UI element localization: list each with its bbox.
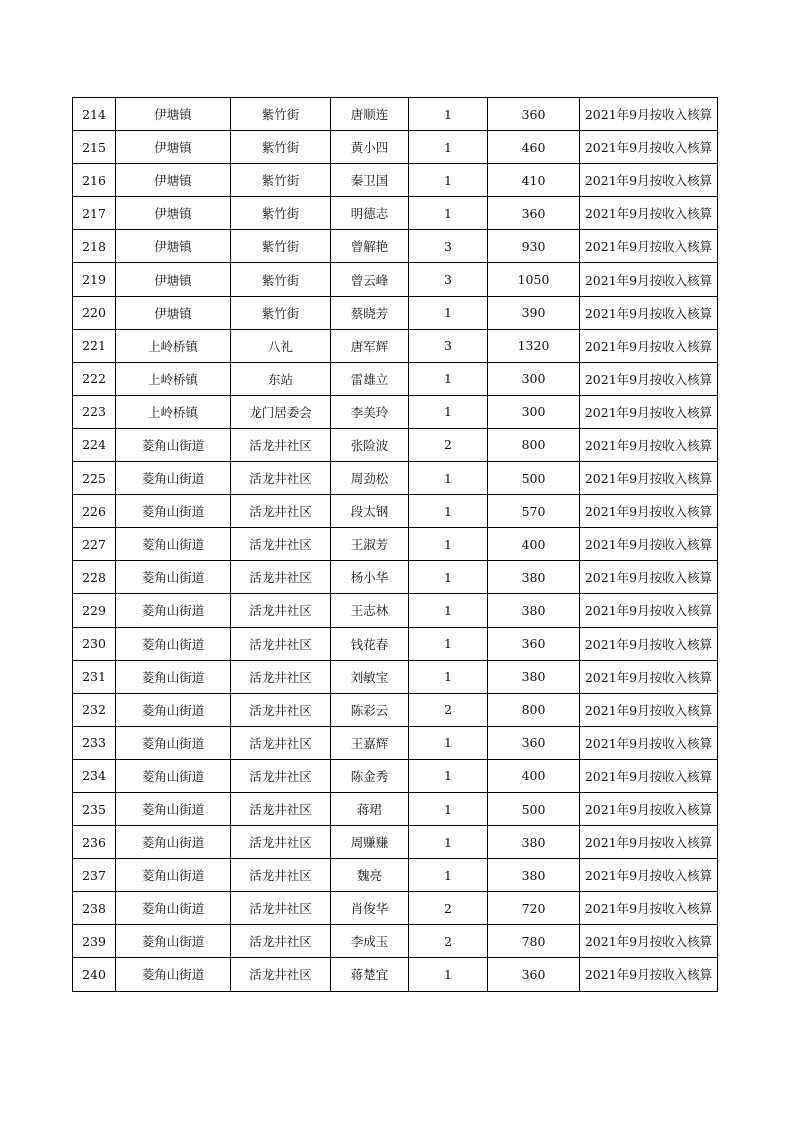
town-cell: 上岭桥镇 <box>116 395 231 428</box>
town-cell: 菱角山街道 <box>116 660 231 693</box>
row-number-cell: 223 <box>73 395 116 428</box>
household-size-cell: 1 <box>409 561 488 594</box>
row-number-cell: 219 <box>73 263 116 296</box>
town-cell: 伊塘镇 <box>116 296 231 329</box>
community-cell: 紫竹街 <box>231 197 331 230</box>
row-number-cell: 228 <box>73 561 116 594</box>
amount-cell: 380 <box>488 859 580 892</box>
amount-cell: 720 <box>488 892 580 925</box>
community-cell: 紫竹街 <box>231 98 331 131</box>
amount-cell: 360 <box>488 726 580 759</box>
town-cell: 上岭桥镇 <box>116 362 231 395</box>
town-cell: 伊塘镇 <box>116 263 231 296</box>
table-row <box>73 197 718 230</box>
amount-cell: 360 <box>488 197 580 230</box>
row-number-cell: 236 <box>73 826 116 859</box>
household-size-cell: 1 <box>409 362 488 395</box>
amount-cell: 460 <box>488 131 580 164</box>
note-cell: 2021年9月按收入核算 <box>580 164 718 197</box>
town-cell: 菱角山街道 <box>116 495 231 528</box>
amount-cell: 1320 <box>488 329 580 362</box>
town-cell: 菱角山街道 <box>116 792 231 825</box>
town-cell: 菱角山街道 <box>116 594 231 627</box>
note-cell: 2021年9月按收入核算 <box>580 362 718 395</box>
note-cell: 2021年9月按收入核算 <box>580 693 718 726</box>
note-cell: 2021年9月按收入核算 <box>580 528 718 561</box>
name-cell: 蒋珺 <box>331 792 409 825</box>
community-cell: 活龙井社区 <box>231 958 331 991</box>
household-size-cell: 2 <box>409 925 488 958</box>
table-row <box>73 693 718 726</box>
town-cell: 上岭桥镇 <box>116 329 231 362</box>
household-size-cell: 1 <box>409 792 488 825</box>
table-row <box>73 395 718 428</box>
note-cell: 2021年9月按收入核算 <box>580 263 718 296</box>
amount-cell: 930 <box>488 230 580 263</box>
community-cell: 紫竹街 <box>231 296 331 329</box>
note-cell: 2021年9月按收入核算 <box>580 395 718 428</box>
name-cell: 钱花春 <box>331 627 409 660</box>
amount-cell: 780 <box>488 925 580 958</box>
household-size-cell: 1 <box>409 826 488 859</box>
row-number-cell: 235 <box>73 792 116 825</box>
name-cell: 蔡晓芳 <box>331 296 409 329</box>
name-cell: 李成玉 <box>331 925 409 958</box>
amount-cell: 360 <box>488 98 580 131</box>
name-cell: 陈彩云 <box>331 693 409 726</box>
table-row <box>73 329 718 362</box>
household-size-cell: 1 <box>409 296 488 329</box>
row-number-cell: 240 <box>73 958 116 991</box>
table-row <box>73 131 718 164</box>
note-cell: 2021年9月按收入核算 <box>580 859 718 892</box>
name-cell: 秦卫国 <box>331 164 409 197</box>
name-cell: 张险波 <box>331 428 409 461</box>
name-cell: 段太钢 <box>331 495 409 528</box>
name-cell: 魏亮 <box>331 859 409 892</box>
amount-cell: 400 <box>488 528 580 561</box>
household-size-cell: 1 <box>409 528 488 561</box>
note-cell: 2021年9月按收入核算 <box>580 131 718 164</box>
table-row <box>73 958 718 991</box>
name-cell: 唐顺连 <box>331 98 409 131</box>
row-number-cell: 229 <box>73 594 116 627</box>
community-cell: 活龙井社区 <box>231 462 331 495</box>
table-body <box>73 98 718 992</box>
note-cell: 2021年9月按收入核算 <box>580 561 718 594</box>
household-size-cell: 1 <box>409 594 488 627</box>
town-cell: 菱角山街道 <box>116 462 231 495</box>
row-number-cell: 227 <box>73 528 116 561</box>
community-cell: 活龙井社区 <box>231 660 331 693</box>
name-cell: 唐军辉 <box>331 329 409 362</box>
amount-cell: 1050 <box>488 263 580 296</box>
amount-cell: 570 <box>488 495 580 528</box>
community-cell: 活龙井社区 <box>231 561 331 594</box>
note-cell: 2021年9月按收入核算 <box>580 892 718 925</box>
row-number-cell: 225 <box>73 462 116 495</box>
name-cell: 蒋楚宜 <box>331 958 409 991</box>
household-size-cell: 1 <box>409 660 488 693</box>
data-table <box>72 97 718 992</box>
row-number-cell: 231 <box>73 660 116 693</box>
table-row <box>73 594 718 627</box>
household-size-cell: 1 <box>409 495 488 528</box>
name-cell: 刘敏宝 <box>331 660 409 693</box>
town-cell: 菱角山街道 <box>116 892 231 925</box>
name-cell: 杨小华 <box>331 561 409 594</box>
table-row <box>73 428 718 461</box>
amount-cell: 300 <box>488 395 580 428</box>
row-number-cell: 233 <box>73 726 116 759</box>
row-number-cell: 232 <box>73 693 116 726</box>
table-row <box>73 726 718 759</box>
community-cell: 活龙井社区 <box>231 859 331 892</box>
note-cell: 2021年9月按收入核算 <box>580 594 718 627</box>
town-cell: 菱角山街道 <box>116 627 231 660</box>
community-cell: 活龙井社区 <box>231 495 331 528</box>
community-cell: 活龙井社区 <box>231 759 331 792</box>
name-cell: 王嘉辉 <box>331 726 409 759</box>
name-cell: 王志林 <box>331 594 409 627</box>
note-cell: 2021年9月按收入核算 <box>580 495 718 528</box>
table-row <box>73 230 718 263</box>
community-cell: 活龙井社区 <box>231 892 331 925</box>
note-cell: 2021年9月按收入核算 <box>580 197 718 230</box>
row-number-cell: 230 <box>73 627 116 660</box>
table-row <box>73 98 718 131</box>
community-cell: 活龙井社区 <box>231 428 331 461</box>
note-cell: 2021年9月按收入核算 <box>580 792 718 825</box>
amount-cell: 410 <box>488 164 580 197</box>
row-number-cell: 224 <box>73 428 116 461</box>
row-number-cell: 221 <box>73 329 116 362</box>
amount-cell: 390 <box>488 296 580 329</box>
household-size-cell: 1 <box>409 98 488 131</box>
household-size-cell: 1 <box>409 462 488 495</box>
amount-cell: 380 <box>488 561 580 594</box>
household-size-cell: 1 <box>409 759 488 792</box>
name-cell: 雷雄立 <box>331 362 409 395</box>
note-cell: 2021年9月按收入核算 <box>580 462 718 495</box>
community-cell: 活龙井社区 <box>231 528 331 561</box>
town-cell: 菱角山街道 <box>116 759 231 792</box>
household-size-cell: 1 <box>409 726 488 759</box>
town-cell: 菱角山街道 <box>116 826 231 859</box>
household-size-cell: 2 <box>409 892 488 925</box>
row-number-cell: 217 <box>73 197 116 230</box>
town-cell: 菱角山街道 <box>116 428 231 461</box>
community-cell: 活龙井社区 <box>231 726 331 759</box>
amount-cell: 500 <box>488 792 580 825</box>
note-cell: 2021年9月按收入核算 <box>580 329 718 362</box>
table-row <box>73 296 718 329</box>
name-cell: 曾云峰 <box>331 263 409 296</box>
note-cell: 2021年9月按收入核算 <box>580 958 718 991</box>
row-number-cell: 237 <box>73 859 116 892</box>
household-size-cell: 3 <box>409 230 488 263</box>
amount-cell: 800 <box>488 428 580 461</box>
town-cell: 伊塘镇 <box>116 98 231 131</box>
note-cell: 2021年9月按收入核算 <box>580 660 718 693</box>
name-cell: 肖俊华 <box>331 892 409 925</box>
note-cell: 2021年9月按收入核算 <box>580 759 718 792</box>
community-cell: 紫竹街 <box>231 263 331 296</box>
note-cell: 2021年9月按收入核算 <box>580 826 718 859</box>
table-row <box>73 495 718 528</box>
amount-cell: 500 <box>488 462 580 495</box>
row-number-cell: 215 <box>73 131 116 164</box>
row-number-cell: 239 <box>73 925 116 958</box>
table-row <box>73 660 718 693</box>
household-size-cell: 2 <box>409 428 488 461</box>
town-cell: 菱角山街道 <box>116 726 231 759</box>
table-row <box>73 528 718 561</box>
name-cell: 黄小四 <box>331 131 409 164</box>
row-number-cell: 214 <box>73 98 116 131</box>
amount-cell: 300 <box>488 362 580 395</box>
community-cell: 活龙井社区 <box>231 627 331 660</box>
community-cell: 活龙井社区 <box>231 925 331 958</box>
community-cell: 八礼 <box>231 329 331 362</box>
community-cell: 东站 <box>231 362 331 395</box>
table-row <box>73 892 718 925</box>
household-size-cell: 1 <box>409 859 488 892</box>
name-cell: 陈金秀 <box>331 759 409 792</box>
row-number-cell: 216 <box>73 164 116 197</box>
amount-cell: 360 <box>488 958 580 991</box>
household-size-cell: 3 <box>409 329 488 362</box>
household-size-cell: 1 <box>409 627 488 660</box>
household-size-cell: 1 <box>409 131 488 164</box>
name-cell: 明德志 <box>331 197 409 230</box>
amount-cell: 380 <box>488 594 580 627</box>
name-cell: 周赚赚 <box>331 826 409 859</box>
community-cell: 龙门居委会 <box>231 395 331 428</box>
row-number-cell: 220 <box>73 296 116 329</box>
note-cell: 2021年9月按收入核算 <box>580 925 718 958</box>
town-cell: 菱角山街道 <box>116 958 231 991</box>
town-cell: 伊塘镇 <box>116 230 231 263</box>
name-cell: 李美玲 <box>331 395 409 428</box>
amount-cell: 400 <box>488 759 580 792</box>
town-cell: 菱角山街道 <box>116 528 231 561</box>
town-cell: 菱角山街道 <box>116 925 231 958</box>
household-size-cell: 1 <box>409 197 488 230</box>
amount-cell: 380 <box>488 826 580 859</box>
community-cell: 活龙井社区 <box>231 594 331 627</box>
table-row <box>73 759 718 792</box>
town-cell: 伊塘镇 <box>116 197 231 230</box>
table-row <box>73 792 718 825</box>
household-size-cell: 3 <box>409 263 488 296</box>
name-cell: 曾解艳 <box>331 230 409 263</box>
table-row <box>73 164 718 197</box>
note-cell: 2021年9月按收入核算 <box>580 726 718 759</box>
table-row <box>73 362 718 395</box>
table-row <box>73 561 718 594</box>
amount-cell: 380 <box>488 660 580 693</box>
amount-cell: 800 <box>488 693 580 726</box>
row-number-cell: 238 <box>73 892 116 925</box>
note-cell: 2021年9月按收入核算 <box>580 296 718 329</box>
town-cell: 伊塘镇 <box>116 131 231 164</box>
household-size-cell: 1 <box>409 958 488 991</box>
note-cell: 2021年9月按收入核算 <box>580 627 718 660</box>
name-cell: 周劲松 <box>331 462 409 495</box>
community-cell: 活龙井社区 <box>231 792 331 825</box>
table-row <box>73 627 718 660</box>
note-cell: 2021年9月按收入核算 <box>580 230 718 263</box>
town-cell: 菱角山街道 <box>116 859 231 892</box>
community-cell: 紫竹街 <box>231 230 331 263</box>
table-row <box>73 859 718 892</box>
row-number-cell: 222 <box>73 362 116 395</box>
household-size-cell: 1 <box>409 164 488 197</box>
table-row <box>73 925 718 958</box>
table-row <box>73 826 718 859</box>
name-cell: 王淑芳 <box>331 528 409 561</box>
row-number-cell: 218 <box>73 230 116 263</box>
community-cell: 紫竹街 <box>231 164 331 197</box>
amount-cell: 360 <box>488 627 580 660</box>
household-size-cell: 2 <box>409 693 488 726</box>
town-cell: 菱角山街道 <box>116 693 231 726</box>
row-number-cell: 226 <box>73 495 116 528</box>
town-cell: 菱角山街道 <box>116 561 231 594</box>
community-cell: 活龙井社区 <box>231 826 331 859</box>
community-cell: 活龙井社区 <box>231 693 331 726</box>
table-row <box>73 263 718 296</box>
household-size-cell: 1 <box>409 395 488 428</box>
note-cell: 2021年9月按收入核算 <box>580 98 718 131</box>
row-number-cell: 234 <box>73 759 116 792</box>
town-cell: 伊塘镇 <box>116 164 231 197</box>
note-cell: 2021年9月按收入核算 <box>580 428 718 461</box>
table-row <box>73 462 718 495</box>
community-cell: 紫竹街 <box>231 131 331 164</box>
